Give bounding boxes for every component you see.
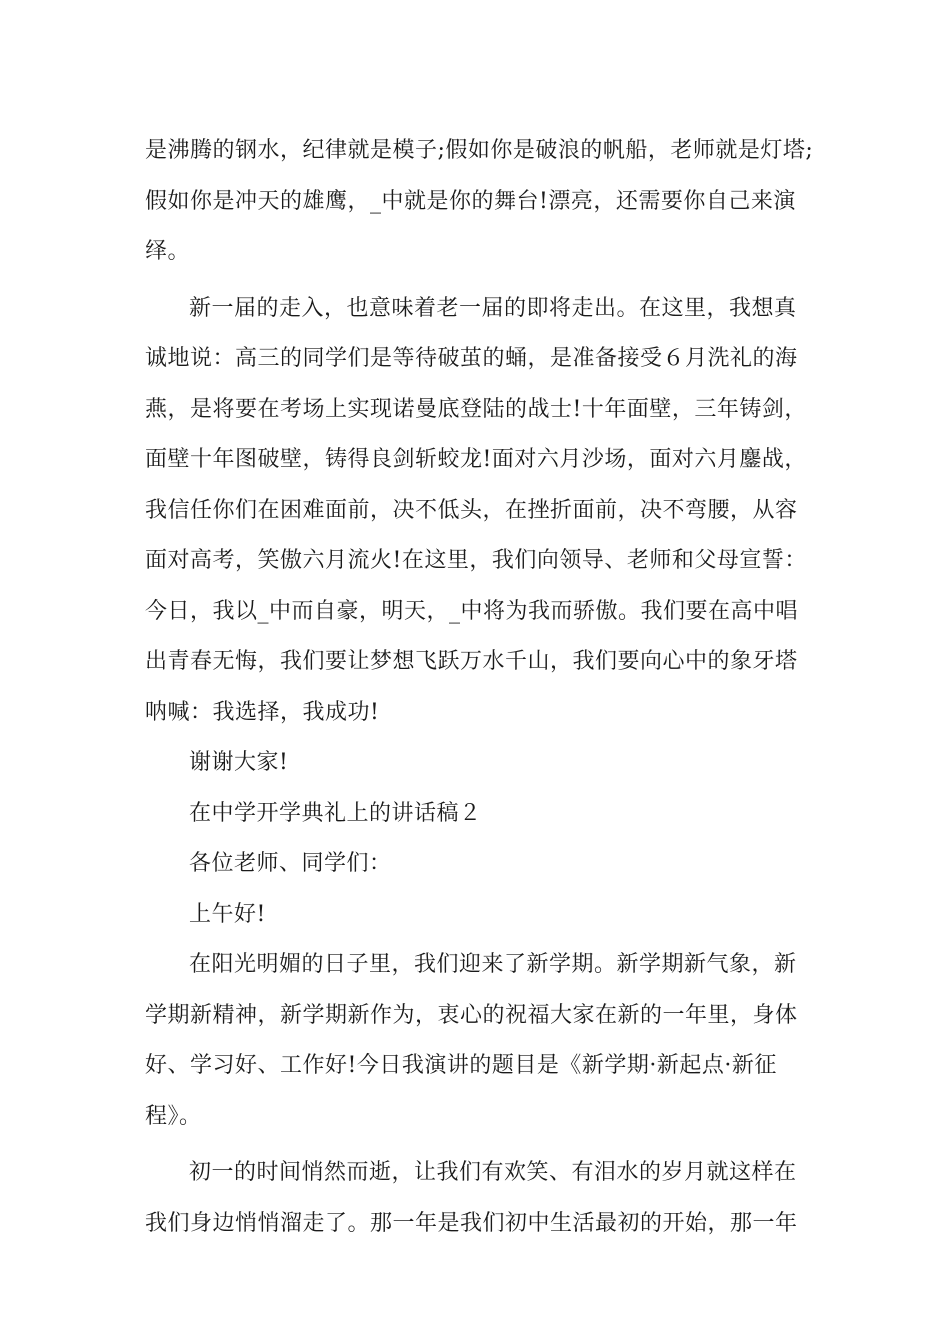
heading-text: 在中学开学典礼上的讲话稿２ <box>189 800 482 826</box>
text-line: 出青春无悔，我们要让梦想飞跃万水千山，我们要向心中的象牙塔 <box>145 649 798 674</box>
salutation-text: 各位老师、同学们： <box>189 851 392 876</box>
text-line: 今日，我以_中而自豪，明天，_中将为我而骄傲。我们要在高中唱 <box>145 598 799 624</box>
salutation <box>145 839 810 890</box>
text-line: 新一届的走入，也意味着老一届的即将走出。在这里，我想真 <box>189 295 797 321</box>
document-body <box>145 126 814 1249</box>
text-line: 是沸腾的钢水，纪律就是模子;假如你是破浪的帆船，老师就是灯塔; <box>145 138 814 163</box>
text-line: 面对高考，笑傲六月流火!在这里，我们向领导、老师和父母宣誓： <box>145 548 807 573</box>
paragraph-1 <box>145 126 814 278</box>
text-line: 学期新精神，新学期新作为，衷心的祝福大家在新的一年里，身体 <box>145 1002 798 1028</box>
text-line: 面壁十年图破壁，铸得良剑斩蛟龙!面对六月沙场，面对六月鏖战， <box>145 447 807 472</box>
text-line: 诚地说：高三的同学们是等待破茧的蛹，是准备接受６月洗礼的海 <box>145 346 798 371</box>
paragraph-2 <box>145 284 810 739</box>
text-line: 燕，是将要在考场上实现诺曼底登陆的战士!十年面壁，三年铸剑， <box>145 396 807 422</box>
text-line: 我们身边悄悄溜走了。那一年是我们初中生活最初的开始，那一年 <box>145 1210 798 1236</box>
section-heading <box>145 789 810 840</box>
greeting-text: 上午好! <box>189 901 266 927</box>
thanks-line <box>145 738 810 789</box>
text-line: 我信任你们在困难面前，决不低头，在挫折面前，决不弯腰，从容 <box>145 497 798 523</box>
text-line: 在阳光明媚的日子里，我们迎来了新学期。新学期新气象，新 <box>189 952 797 977</box>
text-line: 绎。 <box>145 239 191 264</box>
text-line: 初一的时间悄然而逝，让我们有欢笑、有泪水的岁月就这样在 <box>189 1160 797 1185</box>
text-line: 程》。 <box>145 1103 202 1129</box>
paragraph-4 <box>145 1148 810 1249</box>
greeting <box>145 890 810 941</box>
text-line: 呐喊：我选择，我成功! <box>145 699 380 725</box>
text-line: 好、学习好、工作好!今日我演讲的题目是《新学期·新起点·新征 <box>145 1053 777 1078</box>
thanks-text: 谢谢大家! <box>189 750 289 775</box>
text-line: 假如你是冲天的雄鹰，_中就是你的舞台!漂亮，还需要你自己来演 <box>145 188 796 214</box>
paragraph-3 <box>145 940 810 1142</box>
